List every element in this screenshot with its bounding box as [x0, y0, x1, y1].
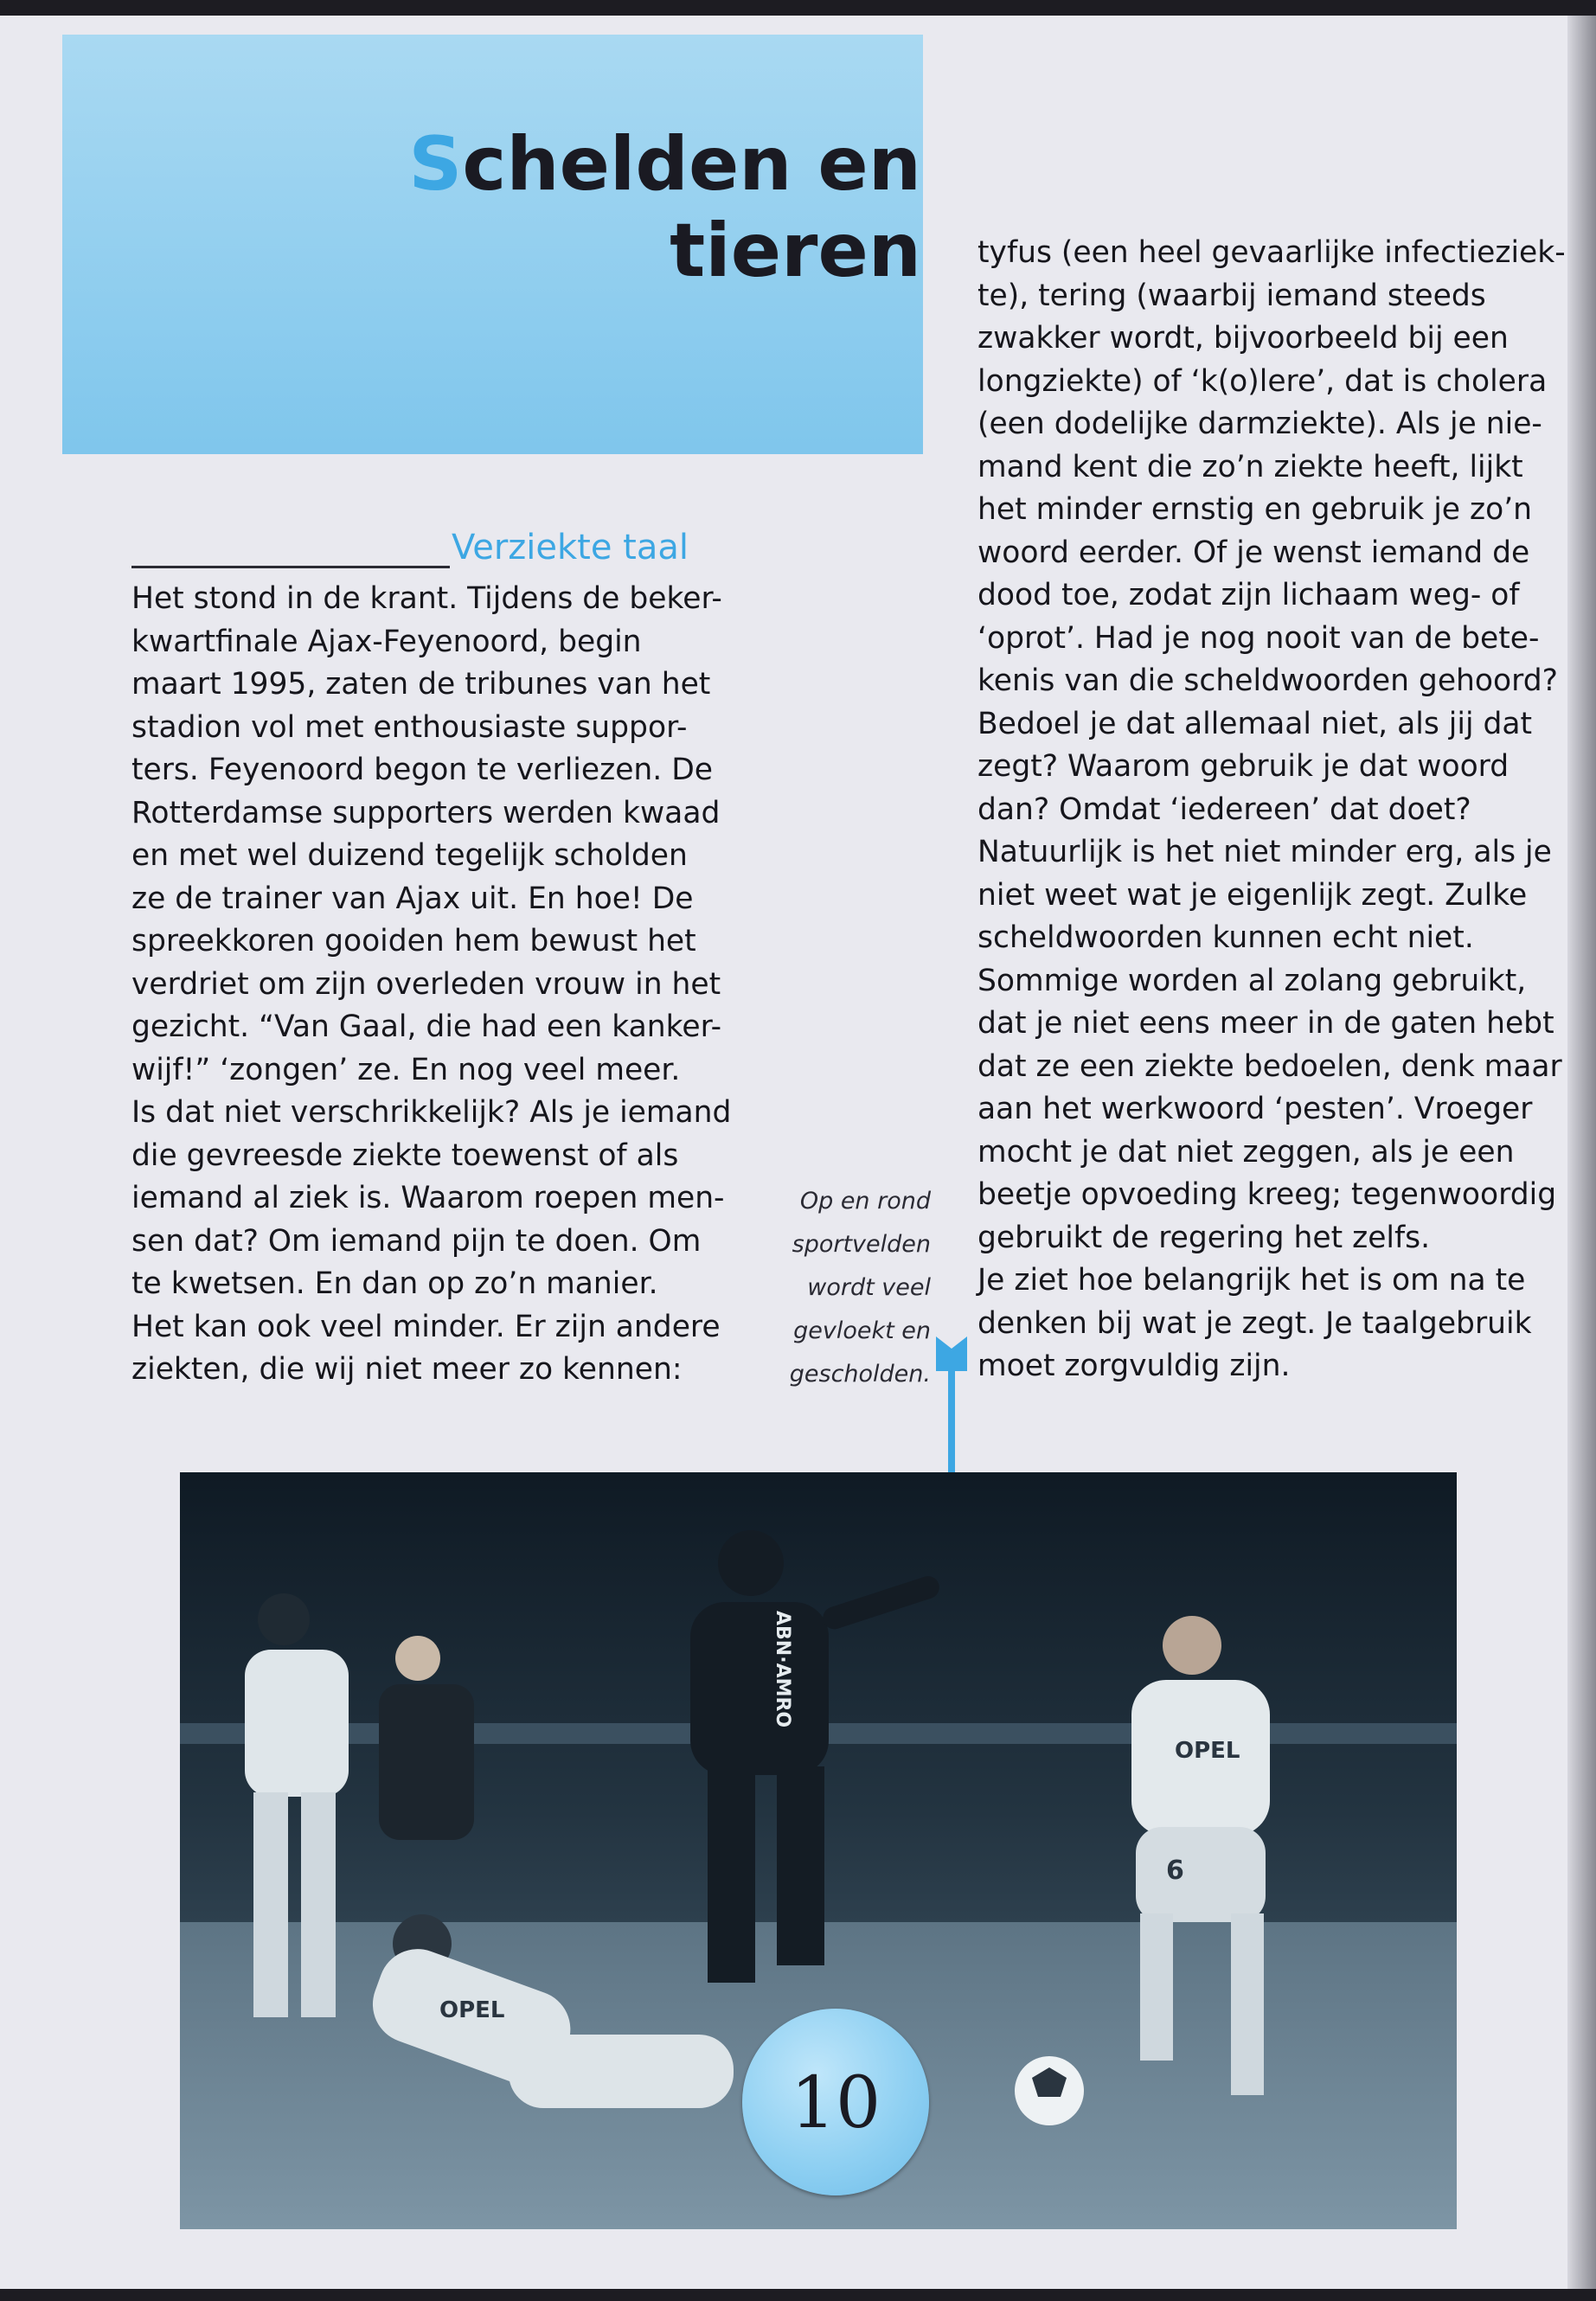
- page-number: 10: [790, 2062, 881, 2144]
- text-line: wijf!” ‘zongen’ ze. En nog veel meer.: [131, 1052, 681, 1087]
- title-drop-letter: S: [408, 121, 463, 208]
- text-line: zwakker wordt, bijvoorbeeld bij een: [977, 321, 1509, 356]
- page-number-badge: [742, 2009, 929, 2195]
- text-line: tyfus (een heel gevaarlijke infectieziek-: [977, 235, 1566, 270]
- text-line: gezicht. “Van Gaal, die had een kanker-: [131, 1009, 722, 1044]
- section-rule: [131, 566, 450, 568]
- football: [1015, 2056, 1084, 2125]
- left-text-column: [131, 578, 731, 1392]
- text-line: dan? Omdat ‘iedereen’ dat doet?: [977, 792, 1471, 827]
- right-text-column: [977, 232, 1566, 1388]
- text-line: dood toe, zodat zijn lichaam weg- of: [977, 578, 1520, 612]
- title-line-2: tieren: [670, 208, 921, 294]
- text-line: Het kan ook veel minder. Er zijn andere: [131, 1309, 721, 1344]
- text-line: Is dat niet verschrikkelijk? Als je iemand: [131, 1095, 732, 1130]
- caption-line: gescholden.: [789, 1361, 931, 1388]
- section-heading: [131, 529, 689, 573]
- text-line: Het stond in de krant. Tijdens de beker-: [131, 581, 722, 616]
- caption-line: wordt veel: [807, 1274, 931, 1301]
- jersey-sponsor-text: ABN·AMRO: [772, 1611, 793, 1728]
- text-line: ziekten, die wij niet meer zo kennen:: [131, 1352, 683, 1387]
- text-line: scheldwoorden kunnen echt niet.: [977, 920, 1474, 955]
- text-line: stadion vol met enthousiaste suppor-: [131, 709, 688, 745]
- text-line: denken bij wat je zegt. Je taalgebruik: [977, 1305, 1532, 1341]
- text-line: ters. Feyenoord begon te verliezen. De: [131, 753, 714, 787]
- text-line: longziekte) of ‘k(o)lere’, dat is cholera: [977, 363, 1548, 399]
- text-line: het minder ernstig en gebruik je zo’n: [977, 492, 1533, 527]
- caption-line: sportvelden: [792, 1231, 931, 1258]
- text-line: zegt? Waarom gebruik je dat woord: [977, 749, 1509, 784]
- text-line: kwartfinale Ajax-Feyenoord, begin: [131, 624, 642, 659]
- text-line: en met wel duizend tegelijk scholden: [131, 838, 688, 873]
- text-line: iemand al ziek is. Waarom roepen men-: [131, 1181, 725, 1215]
- text-line: te kwetsen. En dan op zo’n manier.: [131, 1266, 658, 1301]
- text-line: Bedoel je dat allemaal niet, als jij dat: [977, 706, 1533, 741]
- text-line: Natuurlijk is het niet minder erg, als je: [977, 835, 1552, 869]
- text-line: Sommige worden al zolang gebruikt,: [977, 963, 1527, 998]
- title-panel: [62, 35, 923, 454]
- text-line: maart 1995, zaten de tribunes van het: [131, 667, 711, 702]
- section-heading-label: Verziekte taal: [451, 528, 689, 567]
- caption-line: Op en rond: [799, 1188, 931, 1215]
- text-line: niet weet wat je eigenlijk zegt. Zulke: [977, 877, 1528, 913]
- text-line: verdriet om zijn overleden vrouw in het: [131, 966, 721, 1002]
- page-edge: [1567, 16, 1596, 2289]
- text-line: mand kent die zo’n ziekte heeft, lijkt: [977, 449, 1523, 484]
- text-line: spreekkoren gooiden hem bewust het: [131, 924, 696, 958]
- text-line: die gevreesde ziekte toewenst of als: [131, 1138, 679, 1173]
- text-line: sen dat? Om iemand pijn te doen. Om: [131, 1223, 702, 1259]
- text-line: mocht je dat niet zeggen, als je een: [977, 1134, 1515, 1170]
- text-line: gebruikt de regering het zelfs.: [977, 1220, 1431, 1255]
- text-line: te), tering (waarbij iemand steeds: [977, 278, 1486, 313]
- text-line: kenis van die scheldwoorden gehoord?: [977, 663, 1558, 698]
- photo-caption: [761, 1180, 931, 1396]
- text-line: beetje opvoeding kreeg; tegenwoordig: [977, 1177, 1557, 1212]
- caption-line: gevloekt en: [793, 1317, 931, 1344]
- shorts-number: 6: [1166, 1856, 1184, 1886]
- text-line: moet zorgvuldig zijn.: [977, 1349, 1291, 1383]
- shirt-text-tackler: OPEL: [439, 1997, 505, 2023]
- arrow-wedge: [936, 1336, 967, 1371]
- text-line: aan het werkwoord ‘pesten’. Vroeger: [977, 1092, 1533, 1126]
- text-line: Je ziet hoe belangrijk het is om na te: [977, 1263, 1526, 1298]
- text-line: ‘oprot’. Had je nog nooit van de bete-: [977, 620, 1540, 656]
- text-line: dat je niet eens meer in de gaten hebt: [977, 1006, 1554, 1041]
- text-line: (een dodelijke darmziekte). Als je nie-: [977, 407, 1542, 441]
- page-title: [61, 121, 923, 294]
- text-line: Rotterdamse supporters werden kwaad: [131, 795, 721, 830]
- title-line-1: chelden en: [462, 121, 921, 208]
- shirt-text-right: OPEL: [1175, 1738, 1240, 1764]
- text-line: woord eerder. Of je wenst iemand de: [977, 535, 1530, 570]
- text-line: ze de trainer van Ajax uit. En hoe! De: [131, 881, 694, 916]
- text-line: dat ze een ziekte bedoelen, denk maar: [977, 1048, 1562, 1084]
